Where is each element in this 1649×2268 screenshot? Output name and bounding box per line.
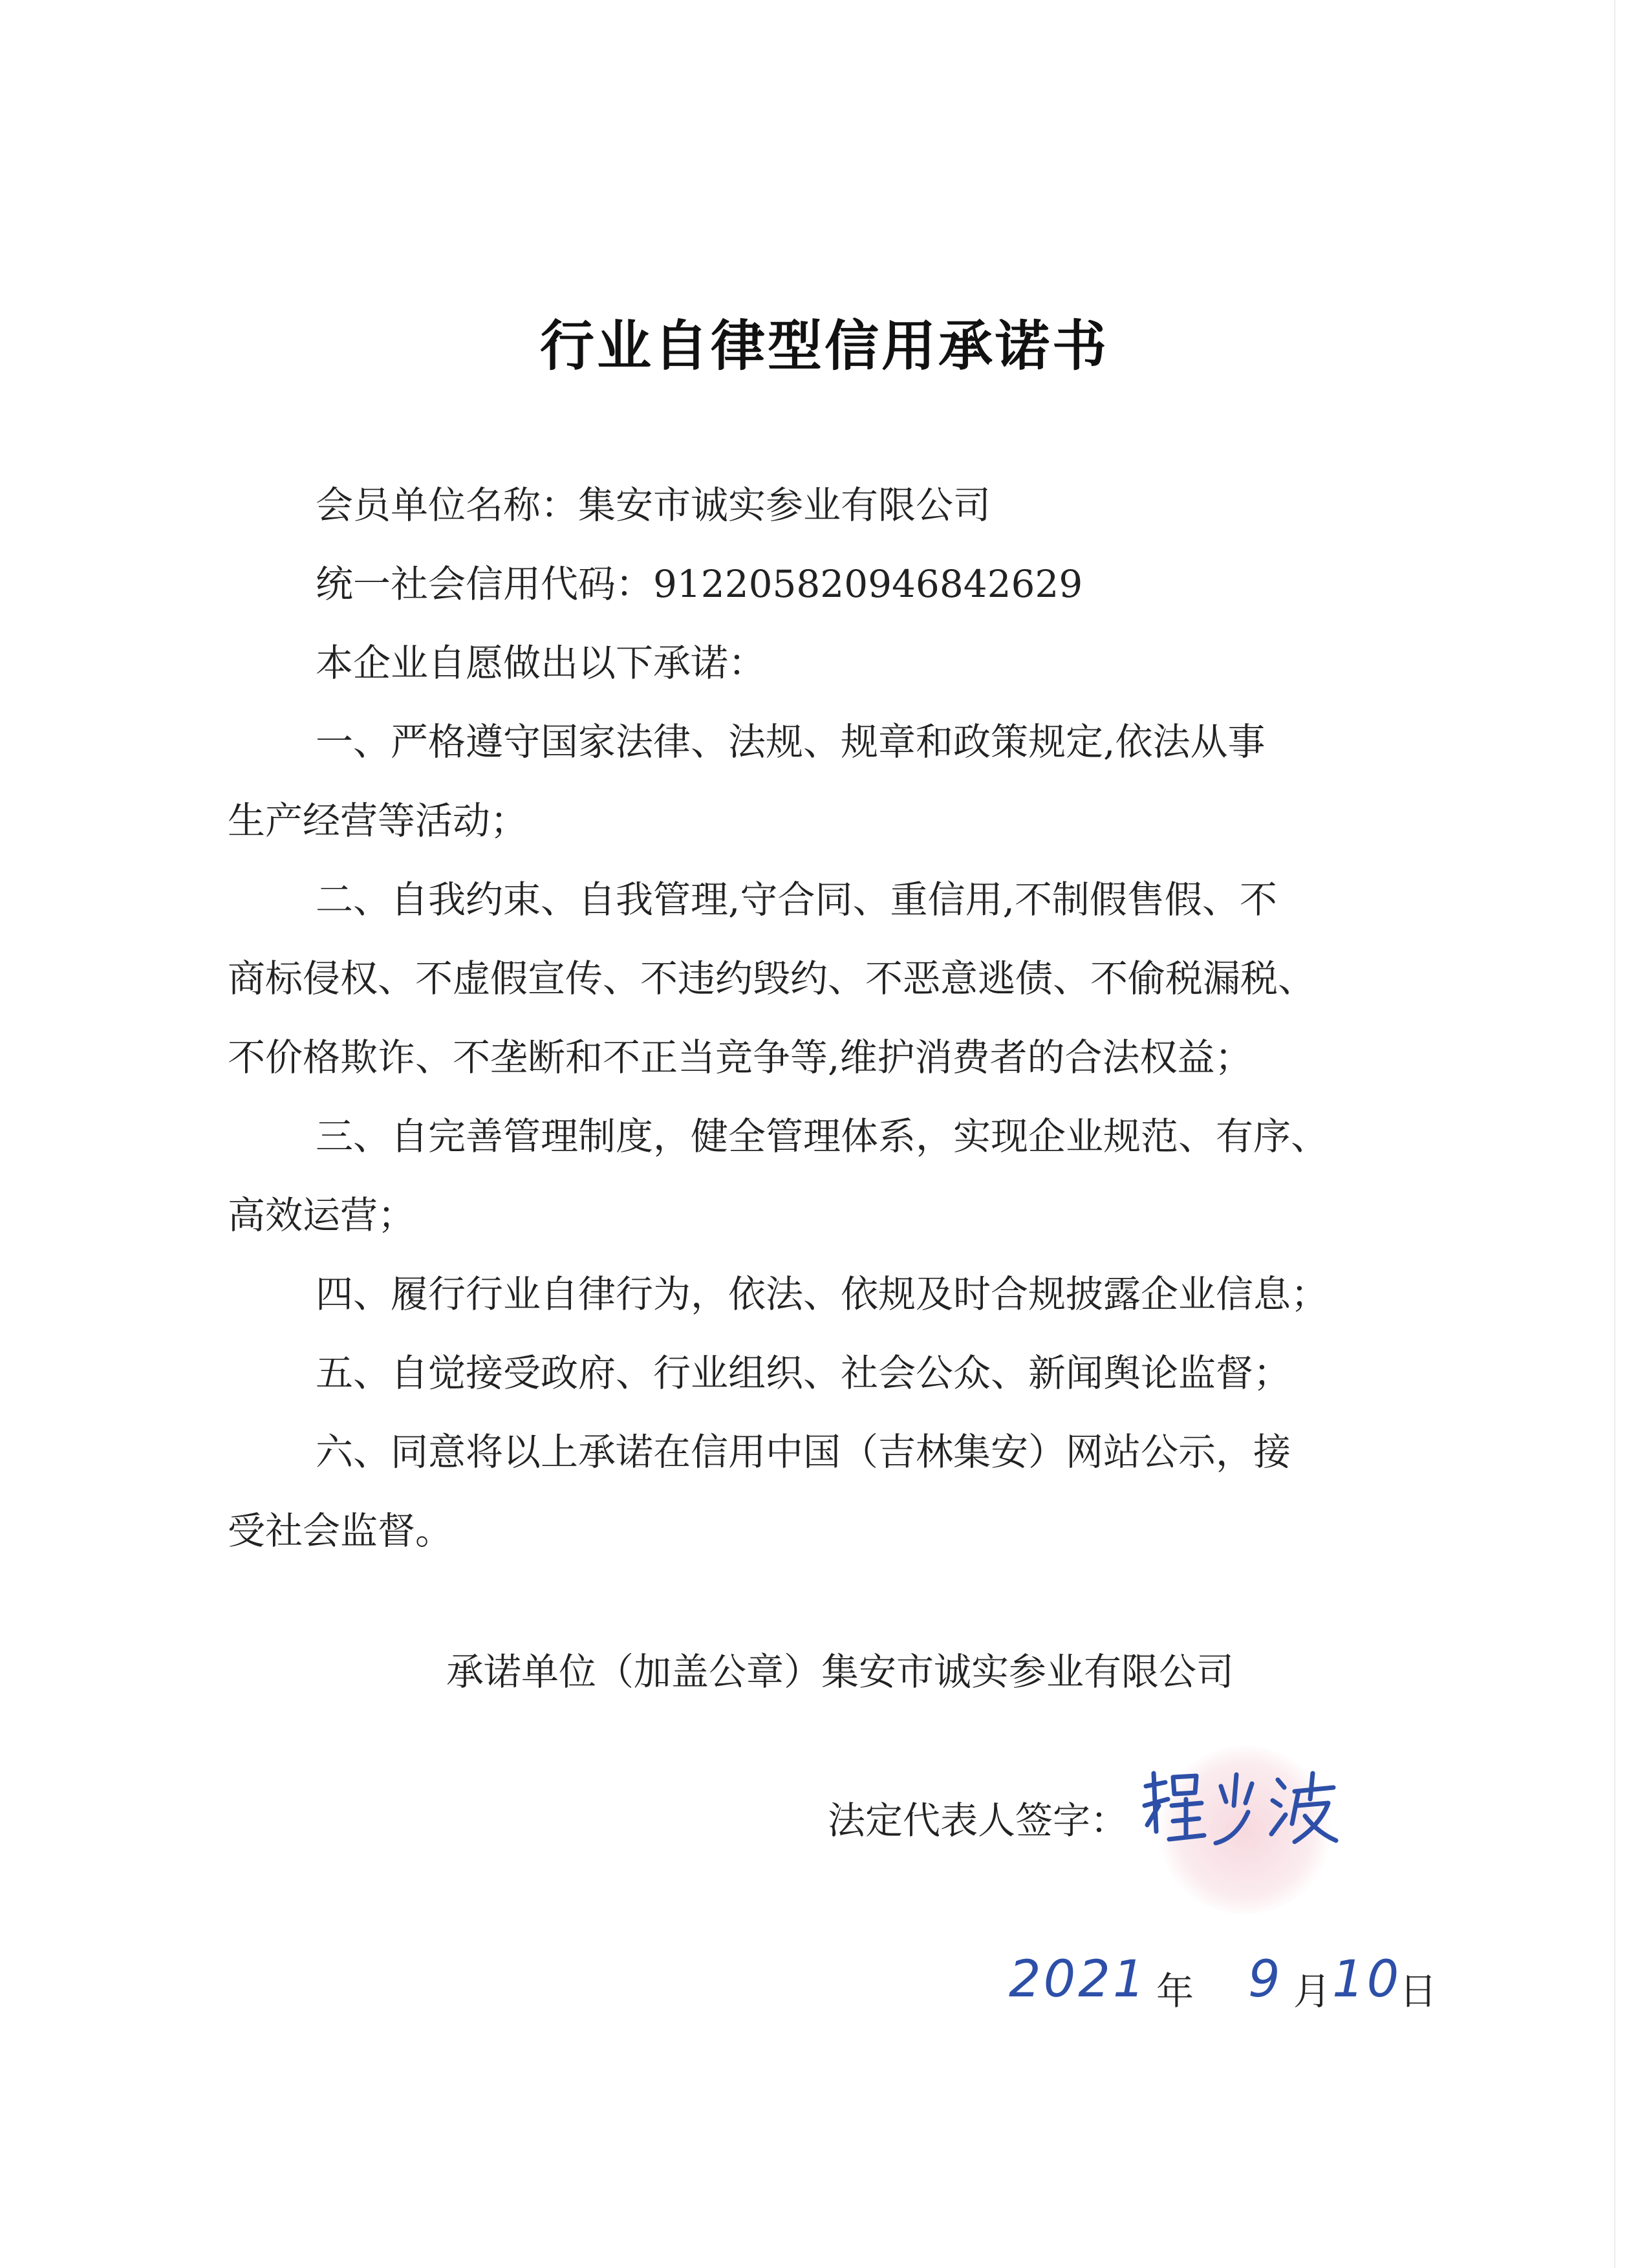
body-line: 四、履行行业自律行为，依法、依规及时合规披露企业信息；	[316, 1272, 1329, 1316]
body-line: 本企业自愿做出以下承诺：	[316, 641, 766, 685]
date-year-unit: 年	[1156, 1969, 1194, 2013]
date-month-unit: 月	[1293, 1969, 1331, 2013]
legal-representative-label: 法定代表人签字：	[828, 1798, 1128, 1842]
body-line: 六、同意将以上承诺在信用中国（吉林集安）网站公示，接	[316, 1430, 1291, 1474]
body-line: 不价格欺诈、不垄断和不正当竞争等,维护消费者的合法权益；	[228, 1035, 1253, 1079]
body-line: 二、自我约束、自我管理,守合同、重信用,不制假售假、不	[316, 878, 1277, 922]
date-year: 2021	[1009, 1950, 1148, 2009]
body-line: 三、自完善管理制度，健全管理体系，实现企业规范、有序、	[316, 1114, 1329, 1158]
signing-date	[1009, 1939, 1500, 2023]
signing-unit: 承诺单位（加盖公章）集安市诚实参业有限公司	[446, 1650, 1234, 1694]
document-title: 行业自律型信用承诺书	[539, 314, 1109, 378]
body-line: 高效运营；	[228, 1193, 416, 1237]
date-month: 9	[1248, 1950, 1283, 2009]
handwritten-signature	[1139, 1760, 1340, 1857]
body-line: 生产经营等活动；	[228, 799, 528, 843]
document-body	[228, 466, 1437, 1570]
body-line: 一、严格遵守国家法律、法规、规章和政策规定,依法从事	[316, 720, 1266, 764]
body-line: 五、自觉接受政府、行业组织、社会公众、新闻舆论监督；	[316, 1351, 1291, 1395]
date-day: 10	[1332, 1950, 1402, 2009]
body-line: 受社会监督。	[228, 1509, 453, 1553]
body-line: 商标侵权、不虚假宣传、不违约毁约、不恶意逃债、不偷税漏税、	[228, 956, 1316, 1000]
body-line: 统一社会信用代码：91220582094684262​9	[316, 562, 1083, 606]
body-line: 会员单位名称：集安市诚实参业有限公司	[316, 483, 991, 527]
date-day-unit: 日	[1399, 1969, 1438, 2013]
